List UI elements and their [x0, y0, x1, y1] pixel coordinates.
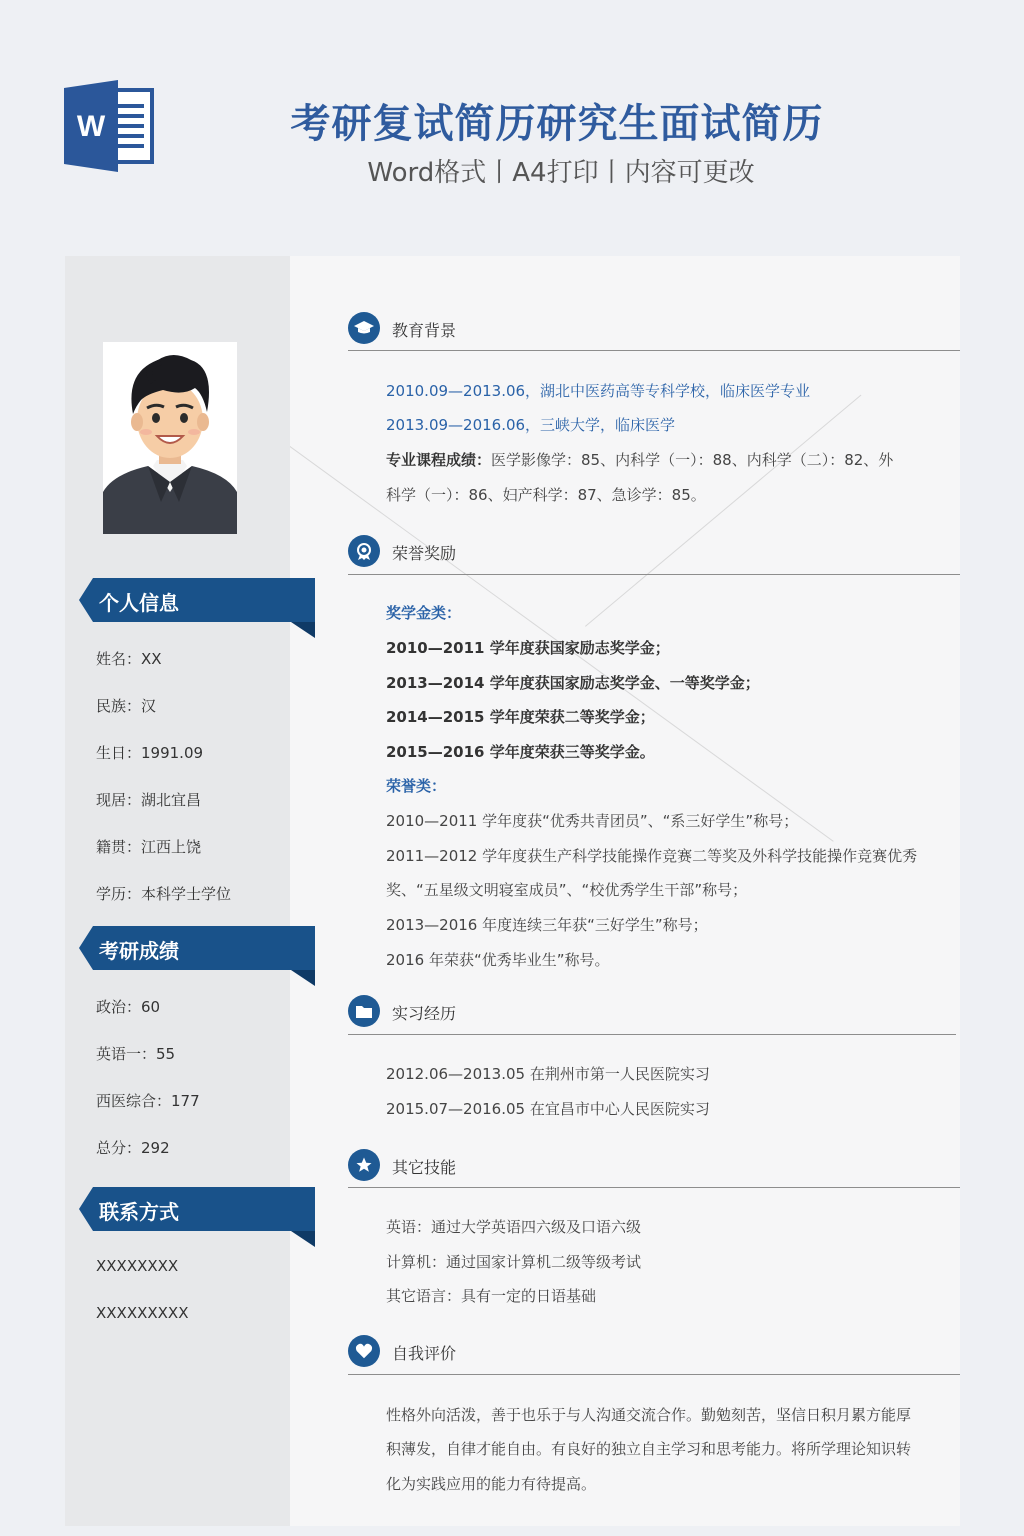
scholarship-item: 2013—2014 学年度获国家励志奖学金、一等奖学金；: [386, 674, 760, 692]
ribbon-label: 考研成绩: [99, 939, 179, 963]
honor-item: 2011—2012 学年度获生产科学技能操作竞赛二等奖及外科学技能操作竞赛优秀: [386, 847, 918, 865]
heart-icon: [348, 1335, 380, 1367]
skill-item: 计算机：通过国家计算机二级等级考试: [386, 1253, 642, 1271]
section-divider: [348, 574, 960, 575]
info-residence: 现居：湖北宜昌: [96, 791, 202, 809]
info-name: 姓名：XX: [96, 650, 162, 668]
section-divider: [348, 1374, 960, 1375]
avatar-illustration-icon: [103, 342, 237, 534]
folder-icon: [348, 995, 380, 1027]
info-birthday: 生日：1991.09: [96, 744, 204, 762]
section-title: 教育背景: [392, 321, 457, 340]
main-content: [290, 256, 960, 1526]
courses-line-cont: 科学（一）：86、妇产科学：87、急诊学：85。: [386, 486, 706, 504]
award-medal-icon: [348, 535, 380, 567]
internship-item: 2015.07—2016.05 在宜昌市中心人民医院实习: [386, 1100, 710, 1118]
skill-item: 英语：通过大学英语四六级及口语六级: [386, 1218, 642, 1236]
profile-photo: [103, 342, 237, 534]
score-english: 英语一：55: [96, 1045, 176, 1063]
honor-item: 2013—2016 年度连续三年获“三好学生”称号；: [386, 916, 708, 934]
page-header: [0, 0, 1024, 256]
courses-text: 医学影像学：85、内科学（一）：88、内科学（二）：82、外: [491, 451, 894, 469]
courses-label: 专业课程成绩：: [386, 451, 492, 469]
honor-item: 奖、“五星级文明寝室成员”、“校优秀学生干部”称号；: [386, 881, 748, 899]
section-ribbon-scores: [79, 926, 315, 986]
section-divider: [348, 1034, 956, 1035]
scholarship-item: 2010—2011 学年度获国家励志奖学金；: [386, 639, 670, 657]
section-title: 实习经历: [392, 1004, 457, 1023]
ribbon-label: 个人信息: [99, 591, 179, 615]
info-degree: 学历：本科学士学位: [96, 885, 232, 903]
scholarship-item: 2015—2016 学年度荣获三等奖学金。: [386, 743, 655, 761]
self-eval-line: 化为实践应用的能力有待提高。: [386, 1475, 597, 1493]
contact-phone: XXXXXXXX: [96, 1257, 179, 1275]
section-ribbon-personal: [79, 578, 315, 638]
section-ribbon-contact: [79, 1187, 315, 1247]
education-line-2: 2013.09—2016.06，三峡大学，临床医学: [386, 416, 676, 434]
honor-item: 2016 年荣获“优秀毕业生”称号。: [386, 951, 610, 969]
page-title: 考研复试简历研究生面试简历: [290, 101, 824, 147]
internship-item: 2012.06—2013.05 在荆州市第一人民医院实习: [386, 1065, 710, 1083]
resume-paper: [65, 256, 960, 1526]
info-hometown: 籍贯：江西上饶: [96, 838, 202, 856]
scholarship-label: 奖学金类：: [386, 604, 462, 622]
self-eval-line: 积薄发，自律才能自由。有良好的独立自主学习和思考能力。将所学理论知识转: [386, 1440, 912, 1458]
section-title: 荣誉奖励: [392, 544, 457, 563]
skill-item: 其它语言：具有一定的日语基础: [386, 1287, 597, 1305]
svg-text:W: W: [76, 110, 106, 143]
page-subtitle: Word格式丨A4打印丨内容可更改: [367, 158, 755, 188]
honor-label: 荣誉类：: [386, 777, 447, 795]
score-medicine: 西医综合：177: [96, 1092, 200, 1110]
graduation-cap-icon: [348, 312, 380, 344]
score-total: 总分：292: [96, 1139, 170, 1157]
star-icon: [348, 1149, 380, 1181]
info-ethnicity: 民族：汉: [96, 697, 157, 715]
section-title: 其它技能: [392, 1158, 457, 1177]
section-title: 自我评价: [392, 1344, 457, 1363]
contact-email: XXXXXXXXX: [96, 1304, 189, 1322]
section-divider: [348, 1187, 960, 1188]
ribbon-label: 联系方式: [99, 1200, 179, 1224]
scholarship-item: 2014—2015 学年度荣获二等奖学金；: [386, 708, 655, 726]
sidebar: [65, 256, 290, 1526]
courses-line: [386, 449, 893, 470]
education-line-1: 2010.09—2013.06，湖北中医药高等专科学校，临床医学专业: [386, 382, 811, 400]
self-eval-line: 性格外向活泼，善于也乐于与人沟通交流合作。勤勉刻苦，坚信日积月累方能厚: [386, 1406, 912, 1424]
section-divider: [348, 350, 960, 351]
honor-item: 2010—2011 学年度获“优秀共青团员”、“系三好学生”称号；: [386, 812, 799, 830]
score-politics: 政治：60: [96, 998, 161, 1016]
